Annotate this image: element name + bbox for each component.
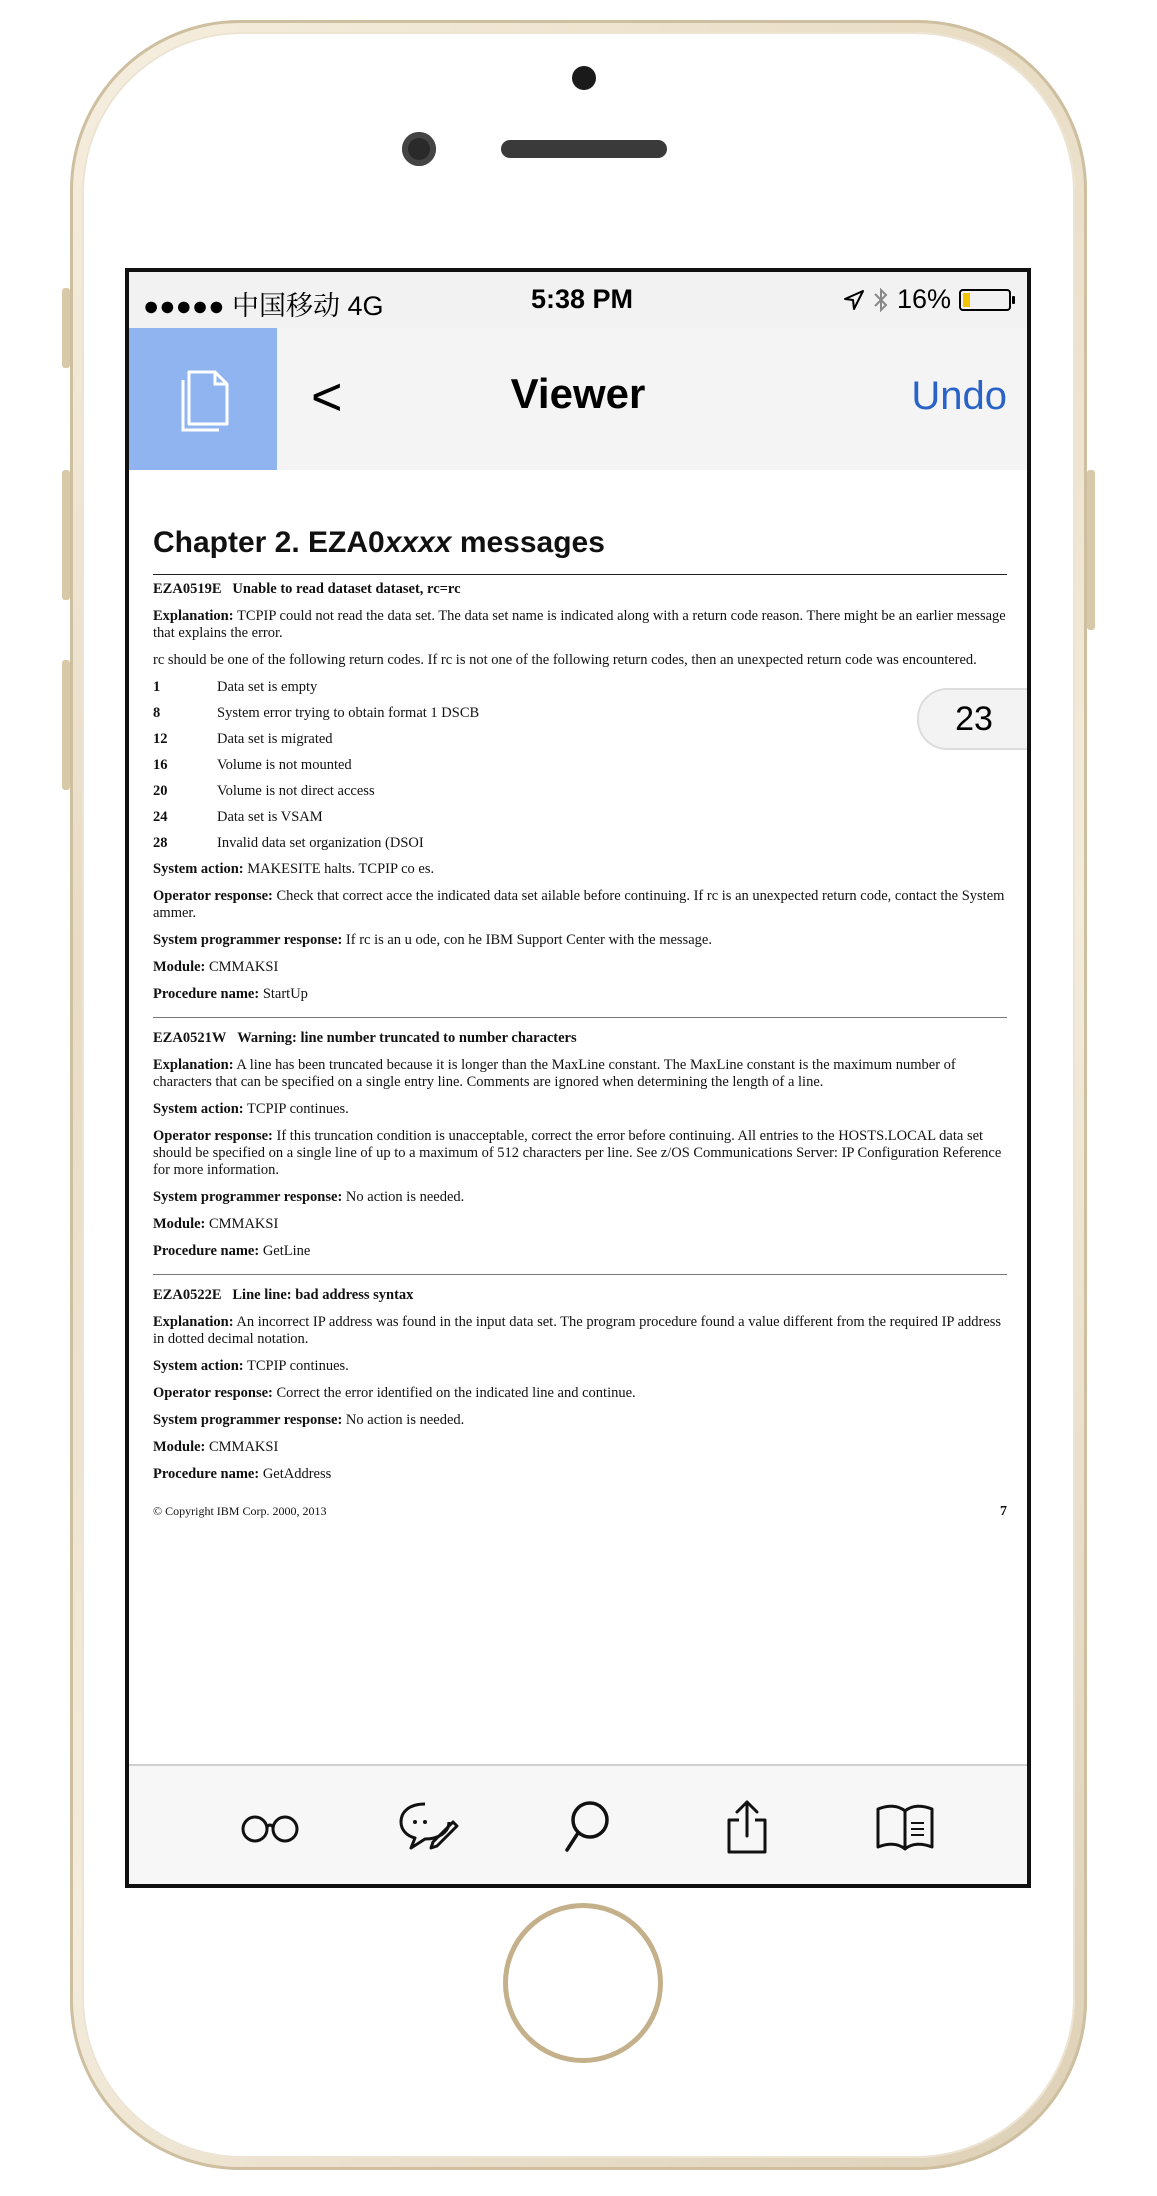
value: If this truncation condition is unacceptable, correct the error before continuing. All entries to the HOSTS.LOCAL data set should be specified on a single line of up to a maximum of 512 characters per line. See z/OS Communications Server: IP Configuration Reference for more information. [153, 1128, 1002, 1178]
page-footer [153, 1503, 1007, 1520]
message-title: Unable to read dataset dataset, rc=rc [232, 581, 461, 597]
return-code-text: Invalid data set organization (DSOI [217, 835, 424, 851]
value: If rc is an u ode, con he IBM Support Center with the message. [345, 932, 712, 948]
return-code: 1 [153, 679, 161, 695]
value: CMMAKSI [208, 1439, 279, 1455]
explanation [153, 1057, 1007, 1091]
value: An incorrect IP address was found in the input data set. The program procedure found a value different from the required IP address in dotted decimal notation. [153, 1314, 1002, 1347]
front-camera [402, 132, 436, 166]
message-title: Warning: line number truncated to number characters [237, 1030, 577, 1046]
value: No action is needed. [345, 1412, 465, 1428]
label: Procedure name: [153, 1466, 260, 1482]
label: Operator response: [153, 888, 273, 904]
sysprog-response [153, 1412, 1007, 1429]
label: Procedure name: [153, 986, 260, 1002]
label: System action: [153, 1358, 244, 1374]
rc-intro: rc should be one of the following return codes. If rc is not one of the following return codes, then an unexpected return code was encountered. [153, 652, 977, 668]
system-action [153, 861, 1007, 878]
operator-response [153, 1128, 1007, 1179]
page-title: Viewer [510, 370, 646, 417]
return-code-text: Volume is not direct access [217, 783, 375, 799]
return-code-text: System error trying to obtain format 1 DSCB [217, 705, 480, 721]
battery-percent: 16% [896, 284, 951, 314]
return-code: 24 [153, 809, 168, 825]
return-code: 28 [153, 835, 168, 851]
document-page[interactable] [129, 470, 1027, 1672]
battery-icon [959, 289, 1011, 311]
message-header [153, 1287, 1007, 1304]
status-bar [129, 272, 1027, 328]
message-id: EZA0521W [153, 1030, 227, 1046]
message-header [153, 1030, 1007, 1047]
page-indicator-badge[interactable]: 23 [917, 688, 1029, 750]
bookmarks-book-icon [874, 1801, 936, 1853]
system-action [153, 1101, 1007, 1118]
message-eza0522e [153, 1287, 1007, 1483]
label: Module: [153, 959, 206, 975]
label: System action: [153, 1101, 244, 1117]
operator-response [153, 1385, 1007, 1402]
annotate-button[interactable] [393, 1792, 463, 1862]
explanation [153, 608, 1007, 642]
sysprog-response [153, 1189, 1007, 1206]
label: Module: [153, 1216, 206, 1232]
label: System action: [153, 861, 244, 877]
message-divider [153, 1274, 1007, 1275]
document-content [153, 480, 1007, 1520]
label: Operator response: [153, 1385, 273, 1401]
search-icon [562, 1798, 614, 1856]
return-code-row [153, 783, 1007, 800]
chapter-suffix: messages [451, 526, 605, 559]
label: System programmer response: [153, 932, 343, 948]
return-code: 20 [153, 783, 168, 799]
message-title: Line line: bad address syntax [232, 1287, 414, 1303]
return-code-row [153, 731, 1007, 748]
procedure-name [153, 986, 1007, 1003]
return-code-row [153, 679, 1007, 696]
bluetooth-icon [873, 287, 889, 313]
message-divider [153, 1017, 1007, 1018]
procedure-name [153, 1466, 1007, 1483]
value: No action is needed. [345, 1189, 465, 1205]
screen [125, 268, 1031, 1888]
volume-down-button [62, 660, 70, 790]
return-code: 16 [153, 757, 168, 773]
status-right [843, 284, 1011, 315]
nav-bar [129, 328, 1027, 472]
return-code: 12 [153, 731, 168, 747]
mute-switch [62, 288, 70, 368]
back-button[interactable]: < [311, 367, 343, 427]
operator-response [153, 888, 1007, 922]
value: GetLine [262, 1243, 311, 1259]
value: TCPIP continues. [247, 1358, 349, 1374]
reading-mode-button[interactable] [235, 1792, 305, 1862]
sysprog-response [153, 932, 1007, 949]
return-code-row [153, 835, 1007, 852]
return-code-text: Volume is not mounted [217, 757, 352, 773]
value: MAKESITE halts. TCPIP co es. [247, 861, 435, 877]
message-header [153, 581, 1007, 598]
return-code-text: Data set is VSAM [217, 809, 323, 825]
label: Explanation: [153, 1057, 234, 1073]
chapter-italic: xxxx [384, 526, 452, 559]
message-id: EZA0522E [153, 1287, 222, 1303]
chapter-rule [153, 574, 1007, 575]
share-icon [723, 1798, 771, 1856]
module [153, 1439, 1007, 1456]
value: Correct the error identified on the indicated line and continue. [276, 1385, 636, 1401]
chapter-prefix: Chapter 2. EZA0 [153, 526, 385, 559]
label: Procedure name: [153, 1243, 260, 1259]
value: A line has been truncated because it is longer than the MaxLine constant. The MaxLine constant is the maximum number of characters that can be specified on a single entry line. Comments are ignored when determining the length of a line. [153, 1057, 956, 1090]
module [153, 959, 1007, 976]
label: Explanation: [153, 608, 234, 624]
message-eza0521w [153, 1030, 1007, 1260]
label: System programmer response: [153, 1189, 343, 1205]
clock: 5:38 PM [531, 284, 634, 314]
value: StartUp [262, 986, 308, 1002]
proximity-sensor [572, 66, 596, 90]
label: Explanation: [153, 1314, 234, 1330]
label: Module: [153, 1439, 206, 1455]
carrier-label: ●●●●● 中国移动 4G [143, 291, 384, 321]
page-number: 7 [1000, 1504, 1007, 1519]
volume-up-button [62, 470, 70, 600]
return-code-text: Data set is migrated [217, 731, 333, 747]
label: System programmer response: [153, 1412, 343, 1428]
chapter-heading [153, 526, 1007, 560]
return-code-text: Data set is empty [217, 679, 318, 695]
reading-glasses-icon [237, 1807, 303, 1847]
value: GetAddress [262, 1466, 332, 1482]
search-button[interactable] [553, 1792, 623, 1862]
bookmarks-button[interactable] [870, 1792, 940, 1862]
label: Operator response: [153, 1128, 273, 1144]
return-code-list [153, 679, 1007, 852]
return-code-row [153, 757, 1007, 774]
value: TCPIP could not read the data set. The data set name is indicated along with a return code reason. There might be an earlier message that explains the error. [153, 608, 1006, 641]
earpiece-speaker [501, 140, 667, 158]
return-code: 8 [153, 705, 161, 721]
message-id: EZA0519E [153, 581, 222, 597]
value: CMMAKSI [208, 1216, 279, 1232]
value: Check that correct acce the indicated data set ailable before continuing. If rc is an unexpected return code, contact the System ammer. [153, 888, 1005, 921]
message-eza0519e [153, 581, 1007, 1003]
explanation [153, 1314, 1007, 1348]
value: CMMAKSI [208, 959, 279, 975]
bottom-toolbar [129, 1764, 1027, 1884]
battery-level-fill [963, 293, 970, 307]
home-button[interactable] [503, 1903, 663, 2063]
return-code-row [153, 809, 1007, 826]
value: TCPIP continues. [247, 1101, 349, 1117]
annotate-comment-icon [397, 1798, 459, 1856]
module [153, 1216, 1007, 1233]
system-action [153, 1358, 1007, 1375]
copyright: © Copyright IBM Corp. 2000, 2013 [153, 1504, 327, 1518]
return-code-row [153, 705, 1007, 722]
power-button [1087, 470, 1095, 630]
undo-button[interactable]: Undo [911, 374, 1007, 418]
location-arrow-icon [843, 289, 865, 311]
procedure-name [153, 1243, 1007, 1260]
share-button[interactable] [712, 1792, 782, 1862]
